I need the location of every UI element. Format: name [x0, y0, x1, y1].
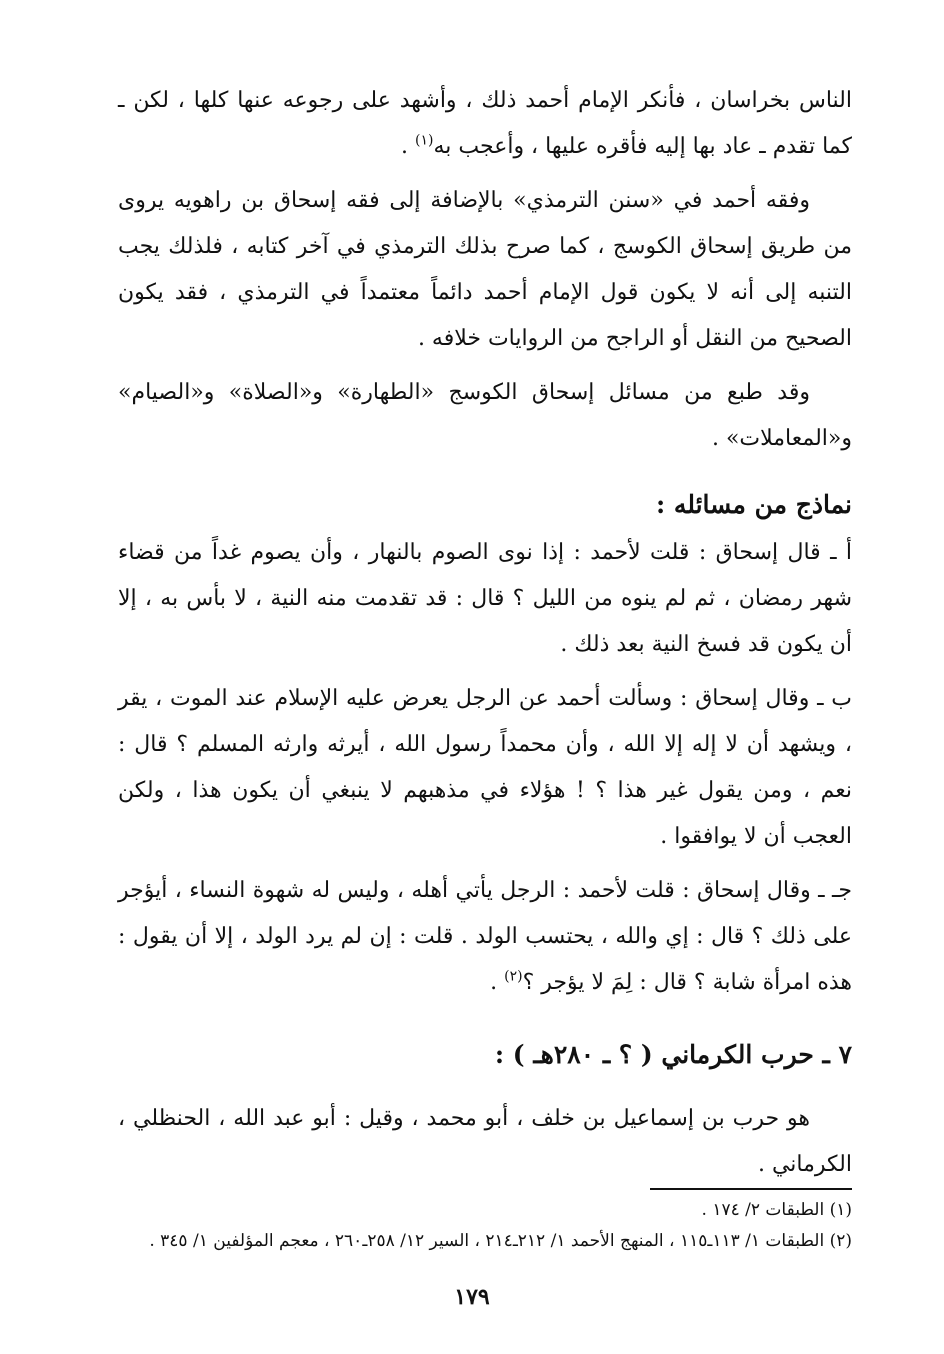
page-number: ١٧٩ [454, 1284, 490, 1310]
main-text [118, 78, 852, 1196]
footnote-divider [650, 1188, 852, 1190]
bio-paragraph: هو حرب بن إسماعيل بن خلف ، أبو محمد ، وقيل : أبو عبد الله ، الحنظلي ، الكرماني . [118, 1106, 852, 1177]
bio-heading: ٧ ـ حرب الكرماني ( ؟ ـ ٢٨٠هـ ) : [494, 1040, 852, 1069]
example-item-c-text: جـ ـ وقال إسحاق : قلت لأحمد : الرجل يأتي أهله ، وليس له شهوة النساء ، أيؤجر على ذلك ؟ قال : إي والله ، يحتسب الولد . قلت : إن لم يرد الولد ، إلا أن يقول : هذه امرأة شابة ؟ قال : لِمَ لا يؤجر ؟ [118, 878, 852, 995]
paragraph-end: . [401, 134, 416, 159]
footnote-2: (٢) الطبقات ١/ ١١٣ـ١١٥ ، المنهج الأحمد ١/ ٢١٢ـ٢١٤ ، السير ١٢/ ٢٥٨ـ٢٦٠ ، معجم المؤلفين ١/ ٣٤٥ . [149, 1231, 852, 1251]
example-item-a: أ ـ قال إسحاق : قلت لأحمد : إذا نوى الصوم بالنهار ، وأن يصوم غداً من قضاء شهر رمضان ، ثم لم ينوه من الليل ؟ قال : قد تقدمت منه النية ، لا بأس به ، إلا أن يكون قد فسخ النية بعد ذلك . [118, 540, 852, 657]
section-heading-examples: نماذج من مسائله : [655, 490, 852, 519]
paragraph-tirmidhi: وفقه أحمد في «سنن الترمذي» بالإضافة إلى فقه إسحاق بن راهويه يروى من طريق إسحاق الكوسج ، كما صرح بذلك الترمذي في آخر كتابه ، فلذلك يجب التنبه إلى أنه لا يكون قول الإمام أحمد دائماً معتمداً في الترمذي ، فقد يكون الصحيح من النقل أو الراجح من الروايات خلافه . [118, 188, 852, 351]
example-item-c [118, 868, 852, 1006]
example-item-c-end: . [490, 970, 505, 995]
example-item-b: ب ـ وقال إسحاق : وسألت أحمد عن الرجل يعرض عليه الإسلام عند الموت ، يقر ، ويشهد أن لا إله إلا الله ، وأن محمداً رسول الله ، أيرثه وارثه المسلم ؟ قال : نعم ، ومن يقول غير هذا ؟ ! هؤلاء في مذهبهم لا ينبغي أن يكون هذا ، ولكن العجب أن لا يوافقوا . [118, 686, 852, 849]
footnote-1: (١) الطبقات ٢/ ١٧٤ . [701, 1200, 852, 1220]
footnote-ref-1: (١) [415, 132, 434, 149]
paragraph-printed-works: وقد طبع من مسائل إسحاق الكوسج «الطهارة» و«الصلاة» و«الصيام» و«المعاملات» . [118, 380, 852, 451]
footnotes [104, 1195, 852, 1257]
footnote-ref-2: (٢) [504, 968, 523, 985]
paragraph-intro [118, 78, 852, 170]
paragraph-text: الناس بخراسان ، فأنكر الإمام أحمد ذلك ، وأشهد على رجوعه عنها كلها ، لكن ـ كما تقدم ـ عاد بها إليه فأقره عليها ، وأعجب به [118, 88, 852, 159]
